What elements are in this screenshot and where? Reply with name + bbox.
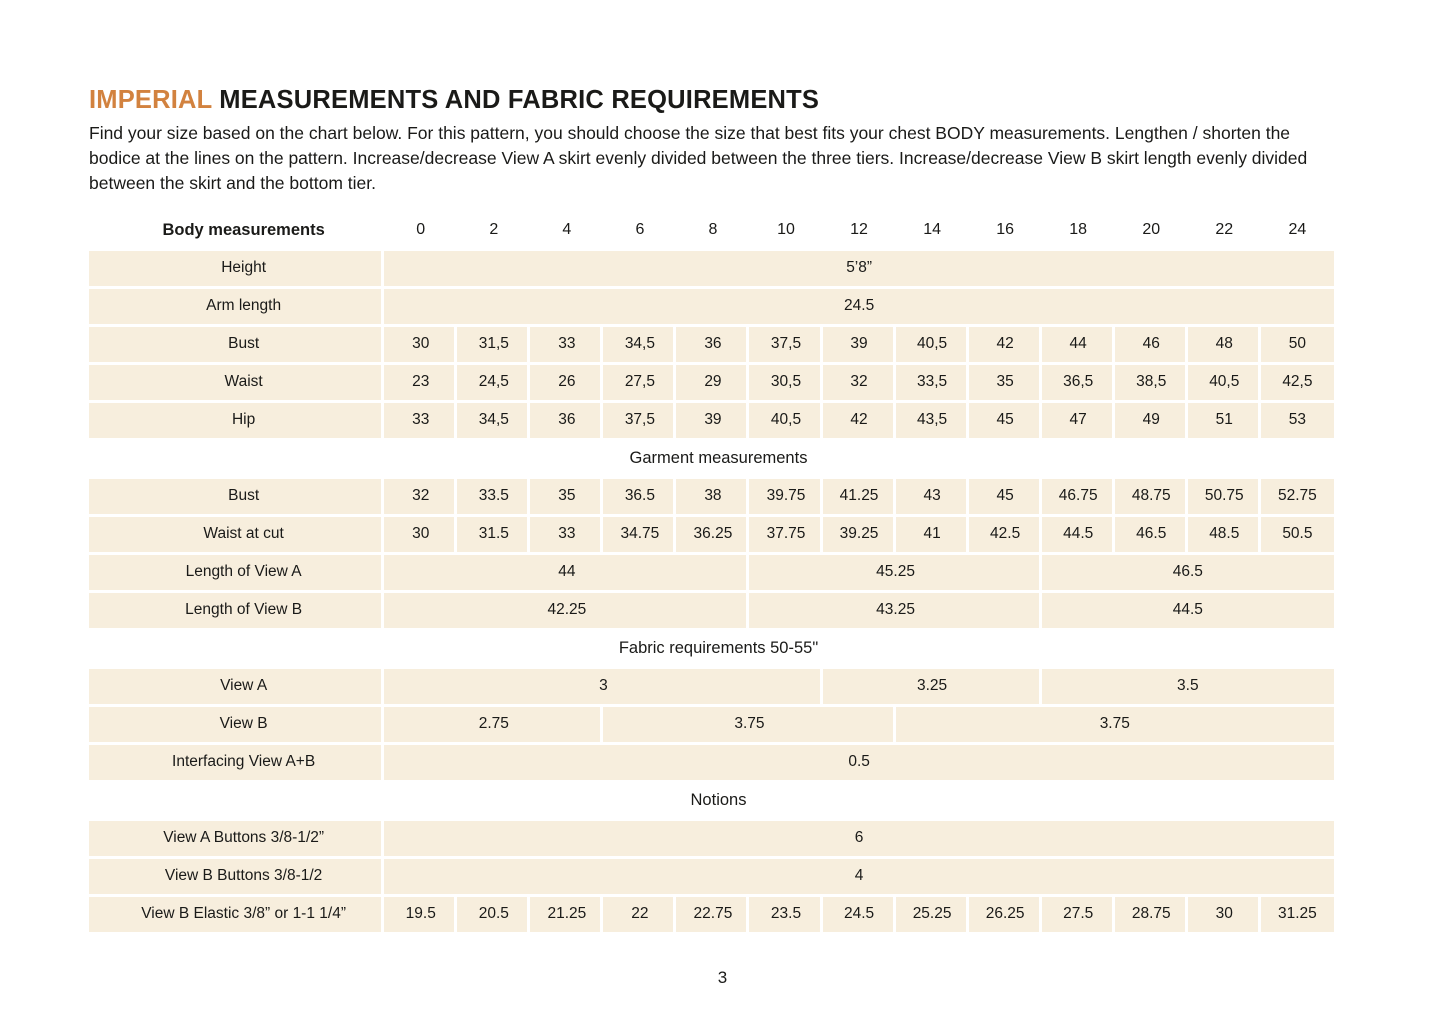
- table-row: [89, 289, 1334, 324]
- cell: 37,5: [603, 403, 676, 438]
- table-row: [89, 327, 1334, 362]
- cell: 46.5: [1115, 517, 1188, 552]
- cell: 19.5: [384, 897, 457, 932]
- cell: 27,5: [603, 365, 676, 400]
- table-row: [89, 593, 1334, 628]
- size-header-20: 20: [1115, 213, 1188, 248]
- size-header-4: 4: [530, 213, 603, 248]
- cell: 36: [676, 327, 749, 362]
- table-row: [89, 555, 1334, 590]
- size-header-12: 12: [823, 213, 896, 248]
- cell: 27.5: [1042, 897, 1115, 932]
- table-row: [89, 707, 1334, 742]
- cell: 36,5: [1042, 365, 1115, 400]
- cell: 51: [1188, 403, 1261, 438]
- table-row: [89, 251, 1334, 286]
- cell: 33.5: [457, 479, 530, 514]
- table-row: [89, 783, 1334, 818]
- cell: 23: [384, 365, 457, 400]
- cell-group: 2.75: [384, 707, 603, 742]
- table-row: [89, 859, 1334, 894]
- row-label-body-bust: Bust: [89, 327, 384, 362]
- cell: 29: [676, 365, 749, 400]
- table-row: [89, 669, 1334, 704]
- cell-group: 3.5: [1042, 669, 1334, 704]
- cell: 40,5: [896, 327, 969, 362]
- row-label-view-b-elastic: View B Elastic 3/8” or 1-1 1/4”: [89, 897, 384, 932]
- cell: 26: [530, 365, 603, 400]
- cell: 42.5: [969, 517, 1042, 552]
- cell: 24,5: [457, 365, 530, 400]
- cell: 24.5: [823, 897, 896, 932]
- cell: 32: [823, 365, 896, 400]
- table-row: [89, 441, 1334, 476]
- cell: 40,5: [1188, 365, 1261, 400]
- cell-group: 3: [384, 669, 822, 704]
- size-header-16: 16: [969, 213, 1042, 248]
- row-label-hip: Hip: [89, 403, 384, 438]
- size-header-8: 8: [676, 213, 749, 248]
- row-value-view-b-buttons: 4: [384, 859, 1334, 894]
- cell: 53: [1261, 403, 1334, 438]
- cell: 21.25: [530, 897, 603, 932]
- cell: 25.25: [896, 897, 969, 932]
- cell-group: 46.5: [1042, 555, 1334, 590]
- row-label-waist-at-cut: Waist at cut: [89, 517, 384, 552]
- cell: 37,5: [749, 327, 822, 362]
- row-label-length-view-b: Length of View B: [89, 593, 384, 628]
- cell: 22: [603, 897, 676, 932]
- cell: 33,5: [896, 365, 969, 400]
- cell: 52.75: [1261, 479, 1334, 514]
- page-title: [89, 86, 1334, 115]
- cell: 38: [676, 479, 749, 514]
- cell: 42,5: [1261, 365, 1334, 400]
- cell: 26.25: [969, 897, 1042, 932]
- table-row: [89, 479, 1334, 514]
- row-label-interfacing: Interfacing View A+B: [89, 745, 384, 780]
- cell: 35: [530, 479, 603, 514]
- cell: 39: [676, 403, 749, 438]
- cell: 39: [823, 327, 896, 362]
- table-row: [89, 897, 1334, 932]
- cell: 31,5: [457, 327, 530, 362]
- cell: 42: [823, 403, 896, 438]
- cell-group: 44.5: [1042, 593, 1334, 628]
- cell: 22.75: [676, 897, 749, 932]
- cell: 50.5: [1261, 517, 1334, 552]
- row-value-arm-length: 24.5: [384, 289, 1334, 324]
- cell: 30: [1188, 897, 1261, 932]
- cell: 46.75: [1042, 479, 1115, 514]
- cell: 33: [530, 517, 603, 552]
- row-value-view-a-buttons: 6: [384, 821, 1334, 856]
- cell: 44.5: [1042, 517, 1115, 552]
- cell: 48.75: [1115, 479, 1188, 514]
- row-label-fabric-view-b: View B: [89, 707, 384, 742]
- cell-group: 3.75: [603, 707, 895, 742]
- section-header-garment: Garment measurements: [89, 441, 1334, 476]
- page-content: [89, 86, 1334, 935]
- row-label-view-b-buttons: View B Buttons 3/8-1/2: [89, 859, 384, 894]
- cell: 28.75: [1115, 897, 1188, 932]
- row-label-length-view-a: Length of View A: [89, 555, 384, 590]
- section-header-fabric: Fabric requirements 50-55": [89, 631, 1334, 666]
- size-header-0: 0: [384, 213, 457, 248]
- cell-group: 45.25: [749, 555, 1041, 590]
- cell: 49: [1115, 403, 1188, 438]
- row-label-view-a-buttons: View A Buttons 3/8-1/2”: [89, 821, 384, 856]
- cell: 32: [384, 479, 457, 514]
- cell: 36: [530, 403, 603, 438]
- cell: 41: [896, 517, 969, 552]
- table-row: [89, 517, 1334, 552]
- row-label-height: Height: [89, 251, 384, 286]
- cell: 43,5: [896, 403, 969, 438]
- size-header-14: 14: [896, 213, 969, 248]
- cell: 50: [1261, 327, 1334, 362]
- cell: 37.75: [749, 517, 822, 552]
- cell: 30,5: [749, 365, 822, 400]
- table-body: [89, 213, 1334, 932]
- row-label-arm-length: Arm length: [89, 289, 384, 324]
- cell-group: 43.25: [749, 593, 1041, 628]
- cell: 34,5: [457, 403, 530, 438]
- row-label-body-waist: Waist: [89, 365, 384, 400]
- row-value-interfacing: 0.5: [384, 745, 1334, 780]
- intro-paragraph: Find your size based on the chart below. For this pattern, you should choose the size that best fits your chest BODY measurements. Lengthen / shorten the bodice at the lines on the pattern. Increase/decrease View A skirt evenly divided between the three tiers. Increase/decrease View B skirt length evenly divided between the skirt and the bottom tier.: [89, 123, 1308, 193]
- cell: 36.25: [676, 517, 749, 552]
- cell: 34,5: [603, 327, 676, 362]
- cell: 33: [530, 327, 603, 362]
- cell: 45: [969, 403, 1042, 438]
- cell: 42: [969, 327, 1042, 362]
- size-header-24: 24: [1261, 213, 1334, 248]
- size-header-6: 6: [603, 213, 676, 248]
- cell-group: 3.75: [896, 707, 1334, 742]
- cell: 41.25: [823, 479, 896, 514]
- size-header-22: 22: [1188, 213, 1261, 248]
- cell: 36.5: [603, 479, 676, 514]
- row-label-garment-bust: Bust: [89, 479, 384, 514]
- page-number: 3: [717, 968, 728, 987]
- table-row: [89, 631, 1334, 666]
- section-header-body: Body measurements: [89, 213, 384, 248]
- table-row: [89, 403, 1334, 438]
- size-header-18: 18: [1042, 213, 1115, 248]
- cell: 33: [384, 403, 457, 438]
- cell: 45: [969, 479, 1042, 514]
- cell-group: 44: [384, 555, 749, 590]
- size-header-2: 2: [457, 213, 530, 248]
- cell: 39.75: [749, 479, 822, 514]
- section-header-notions: Notions: [89, 783, 1334, 818]
- cell: 35: [969, 365, 1042, 400]
- cell: 50.75: [1188, 479, 1261, 514]
- cell-group: 3.25: [823, 669, 1042, 704]
- table-row: [89, 745, 1334, 780]
- cell: 23.5: [749, 897, 822, 932]
- cell: 48: [1188, 327, 1261, 362]
- measurements-table: [89, 210, 1334, 935]
- size-header-10: 10: [749, 213, 822, 248]
- cell-group: 42.25: [384, 593, 749, 628]
- cell: 47: [1042, 403, 1115, 438]
- row-value-height: 5’8”: [384, 251, 1334, 286]
- cell: 34.75: [603, 517, 676, 552]
- cell: 31.5: [457, 517, 530, 552]
- cell: 46: [1115, 327, 1188, 362]
- cell: 48.5: [1188, 517, 1261, 552]
- row-label-fabric-view-a: View A: [89, 669, 384, 704]
- cell: 39.25: [823, 517, 896, 552]
- cell: 40,5: [749, 403, 822, 438]
- table-row: [89, 213, 1334, 248]
- table-row: [89, 821, 1334, 856]
- page-title-rest: MEASUREMENTS AND FABRIC REQUIREMENTS: [219, 86, 820, 114]
- cell: 43: [896, 479, 969, 514]
- cell: 30: [384, 327, 457, 362]
- page-title-accent: IMPERIAL: [89, 86, 212, 114]
- cell: 31.25: [1261, 897, 1334, 932]
- cell: 38,5: [1115, 365, 1188, 400]
- cell: 20.5: [457, 897, 530, 932]
- cell: 44: [1042, 327, 1115, 362]
- table-row: [89, 365, 1334, 400]
- cell: 30: [384, 517, 457, 552]
